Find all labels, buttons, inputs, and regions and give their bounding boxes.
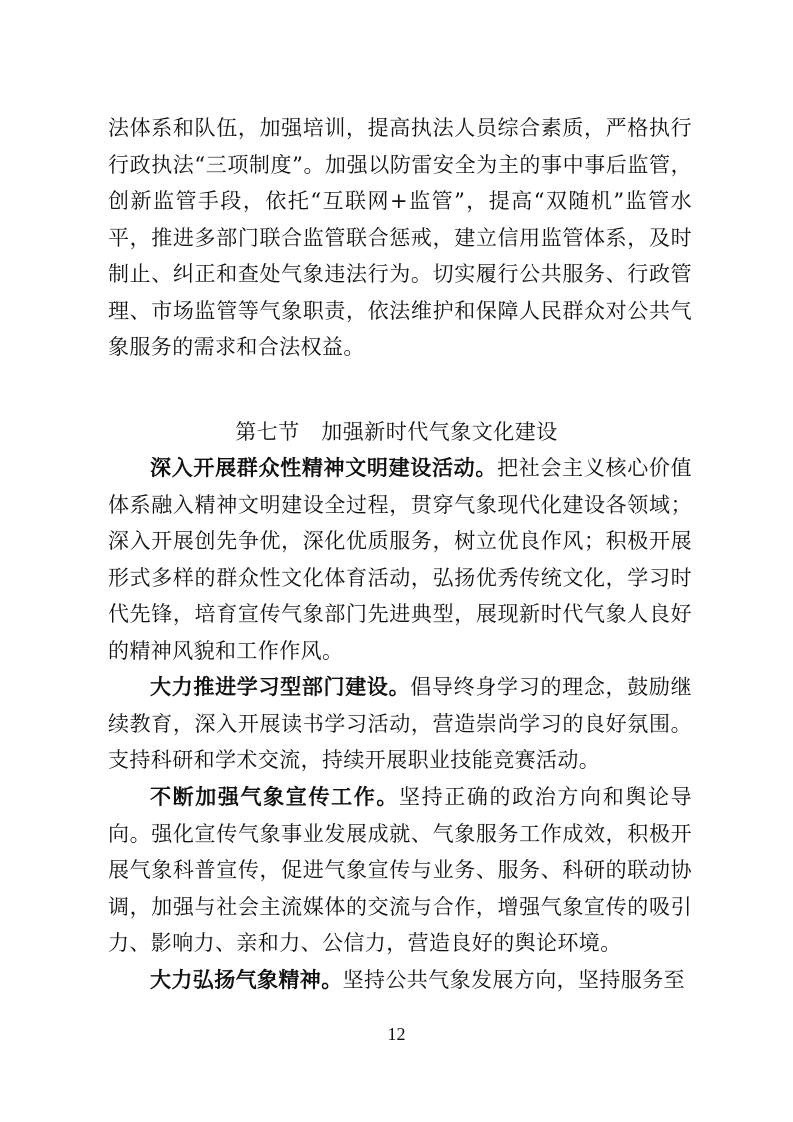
paragraph-spiritual-civilization [108, 450, 692, 669]
paragraph-text: 把社会主义核心价值体系融入精神文明建设全过程，贯穿气象现代化建设各领域；深入开展创先争优，深化优质服务，树立优良作风；积极开展形式多样的群众性文化体育活动，弘扬优秀传统文化，学习时代先锋，培育宣传气象部门先进典型，展现新时代气象人良好的精神风貌和工作作风。 [108, 456, 692, 663]
page-number: 12 [387, 1024, 406, 1044]
paragraph-lead: 深入开展群众性精神文明建设活动。 [150, 456, 498, 480]
paragraph-learning-department [108, 669, 692, 779]
paragraph-text: 坚持正确的政治方向和舆论导向。强化宣传气象事业发展成就、气象服务工作成效，积极开展气象科普宣传，促进气象宣传与业务、服务、科研的联动协调，加强与社会主流媒体的交流与合作，增强气象宣传的吸引力、影响力、亲和力、公信力，营造良好的舆论环境。 [108, 785, 692, 955]
paragraph-publicity [108, 779, 692, 962]
paragraph-law-enforcement [108, 110, 692, 366]
paragraph-text: 倡导终身学习的理念，鼓励继续教育，深入开展读书学习活动，营造崇尚学习的良好氛围。支持科研和学术交流，持续开展职业技能竞赛活动。 [108, 675, 692, 772]
paragraph-lead: 大力弘扬气象精神。 [150, 968, 343, 992]
section-heading: 第七节 加强新时代气象文化建设 [235, 420, 558, 444]
paragraph-meteorological-spirit [108, 962, 692, 999]
paragraph-lead: 大力推进学习型部门建设。 [150, 675, 411, 699]
paragraph-lead: 不断加强气象宣传工作。 [150, 785, 399, 809]
paragraph-text: 坚持公共气象发展方向，坚持服务至 [342, 968, 686, 992]
paragraph-text: 法体系和队伍，加强培训，提高执法人员综合素质，严格执行行政执法“三项制度”。加强以防雷安全为主的事中事后监管，创新监管手段，依托“互联网+监管”，提高“双随机”监管水平，推进多部门联合监管联合惩戒，建立信用监管体系，及时制止、纠正和查处气象违法行为。切实履行公共服务、行政管理、市场监管等气象职责，依法维护和保障人民群众对公共气象服务的需求和合法权益。 [108, 116, 692, 359]
